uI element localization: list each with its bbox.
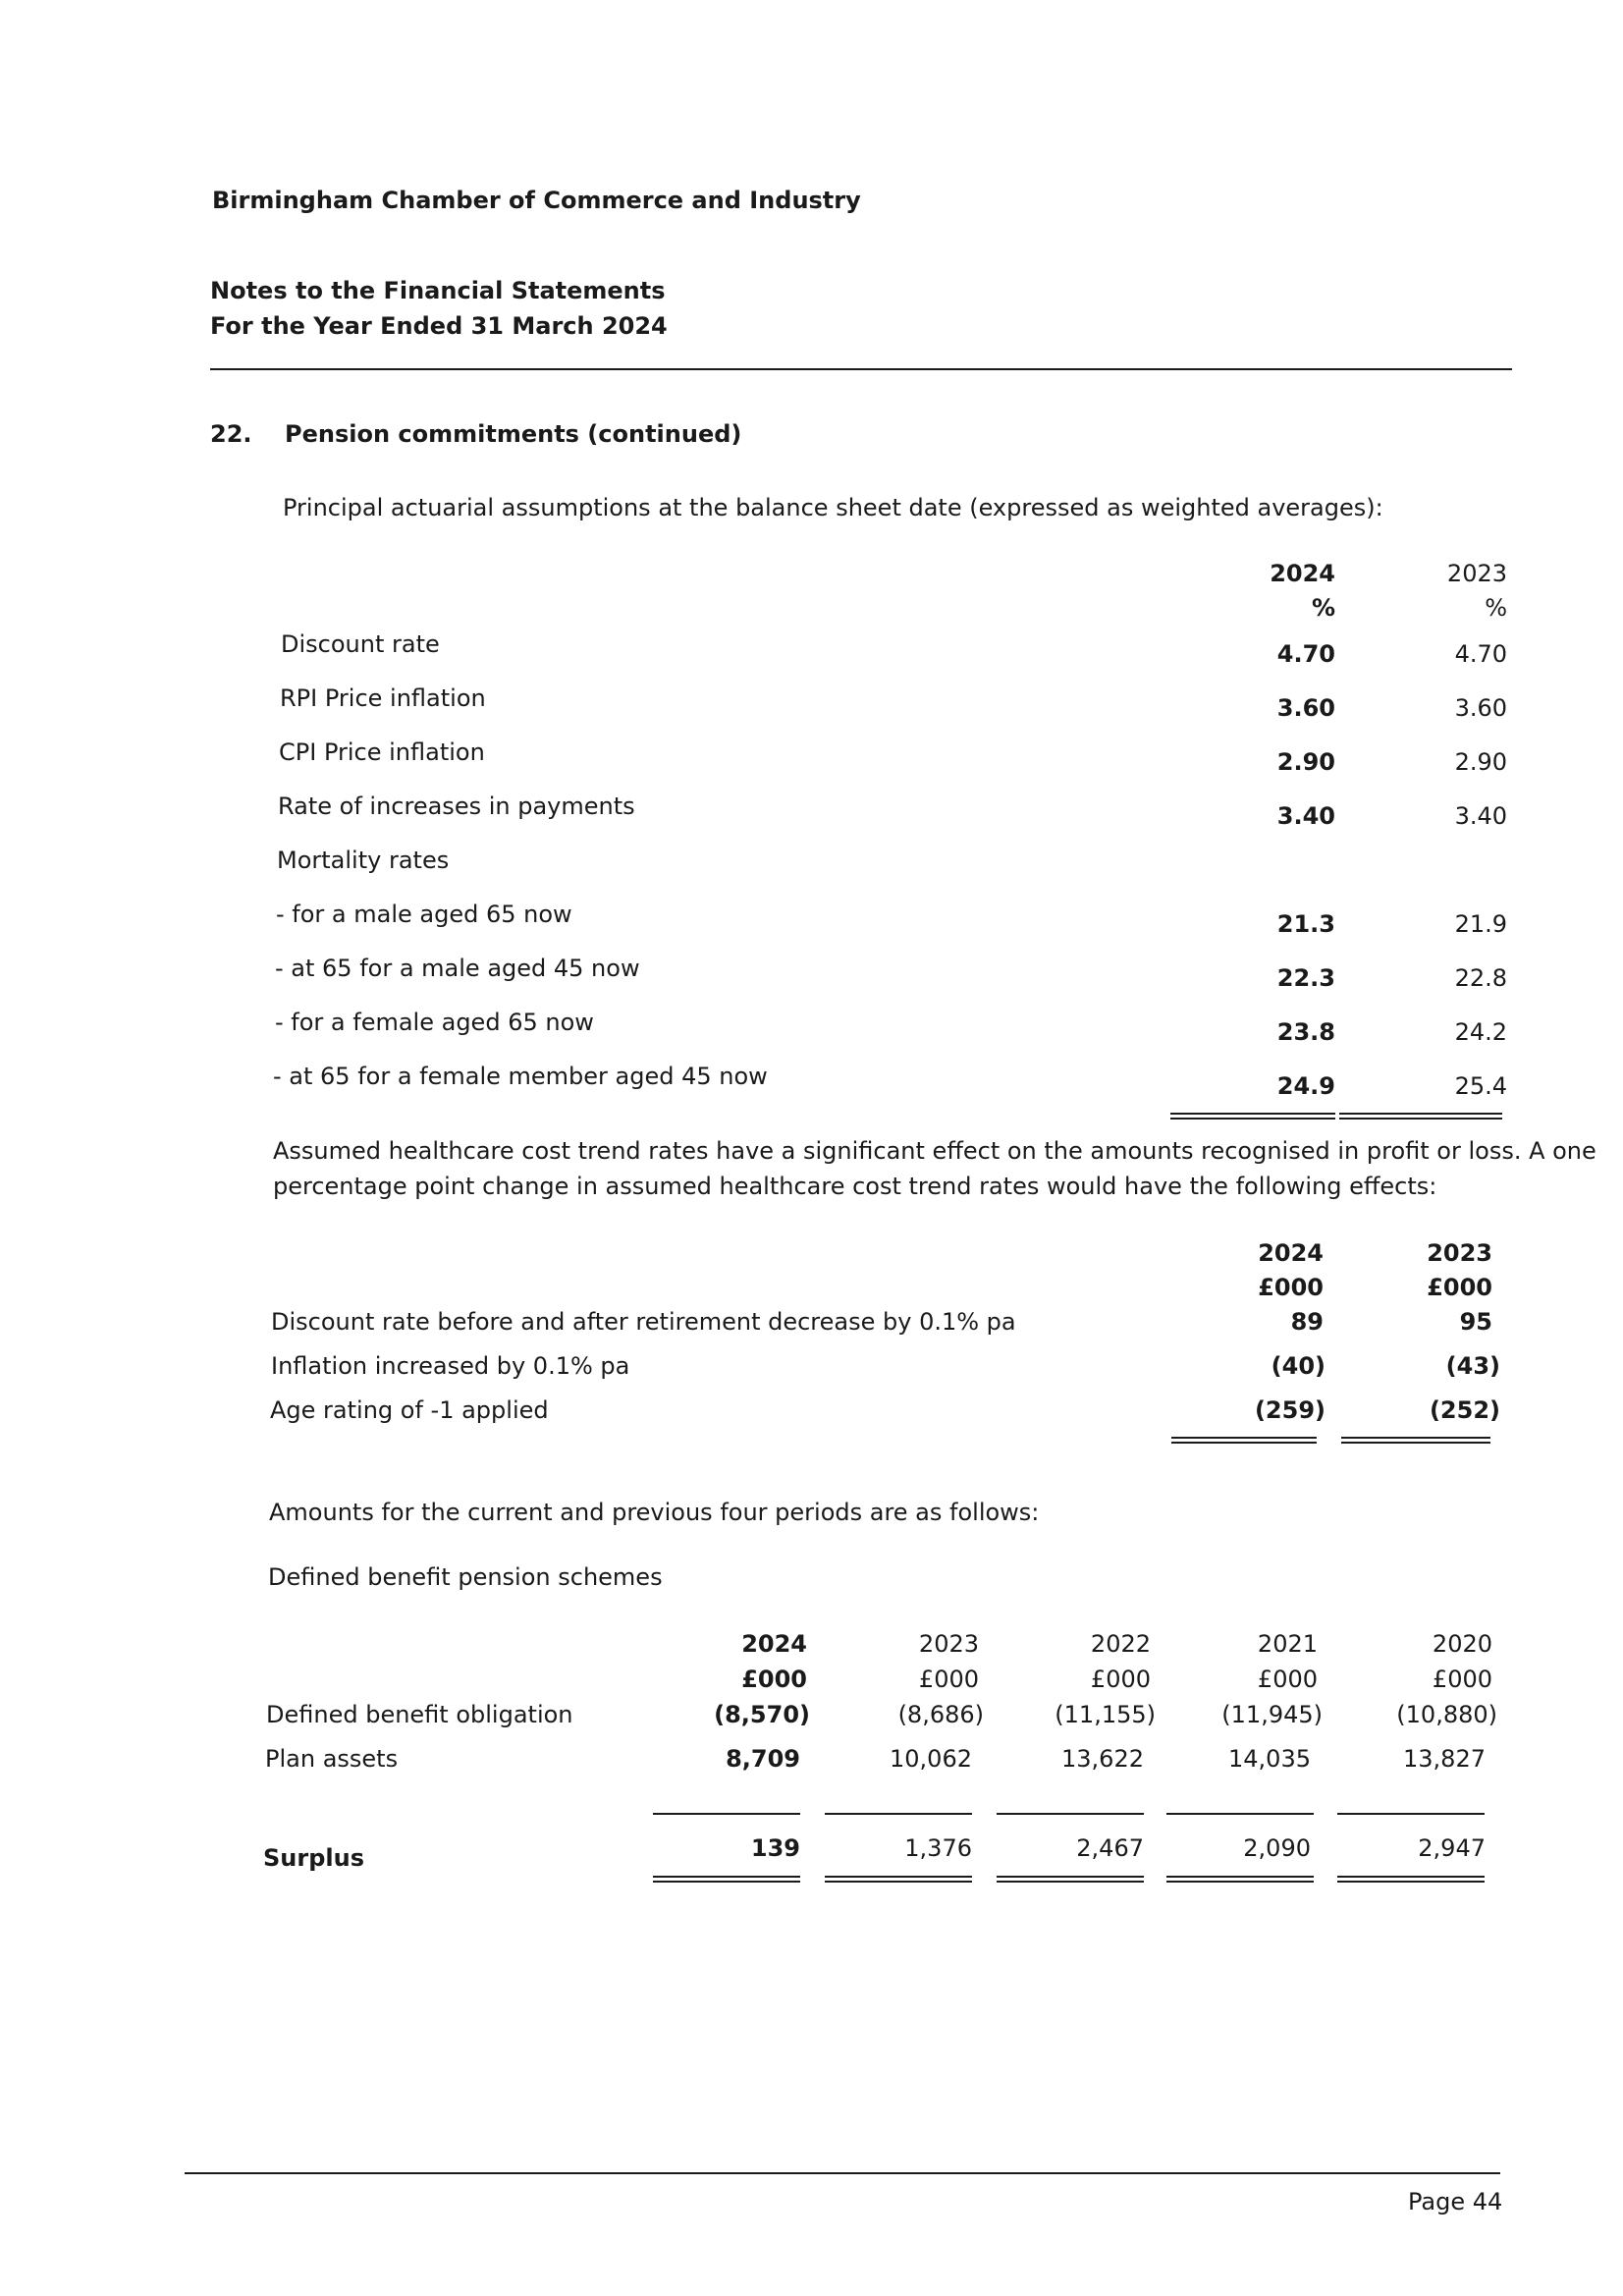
- history-unit: £000: [741, 1666, 807, 1693]
- table-cell: (8,570): [714, 1701, 810, 1728]
- double-underline: [1166, 1876, 1314, 1883]
- table-cell-2023: 4.70: [1454, 640, 1507, 668]
- subtotal-rule: [997, 1813, 1144, 1815]
- table-cell-2023: 25.4: [1454, 1072, 1507, 1100]
- history-intro: Amounts for the current and previous four periods are as follows:: [269, 1499, 1040, 1526]
- table-cell: 2,090: [1243, 1834, 1311, 1862]
- table-cell-2023: (252): [1429, 1396, 1500, 1424]
- table-row-label: Defined benefit obligation: [266, 1701, 573, 1728]
- table-row-label: RPI Price inflation: [280, 684, 486, 712]
- table-cell: (11,155): [1055, 1701, 1156, 1728]
- double-underline: [1171, 1437, 1317, 1444]
- double-underline: [1339, 1113, 1502, 1120]
- document-period: For the Year Ended 31 March 2024: [210, 312, 668, 340]
- table-row-label: - for a female aged 65 now: [275, 1009, 594, 1036]
- table-cell: (11,945): [1221, 1701, 1323, 1728]
- table-cell: 1,376: [904, 1834, 972, 1862]
- table-cell: 14,035: [1228, 1745, 1311, 1773]
- history-year-2021: 2021: [1257, 1630, 1318, 1658]
- subtotal-rule: [653, 1813, 800, 1815]
- table-cell-2023: 3.40: [1454, 802, 1507, 830]
- table-cell: 10,062: [890, 1745, 972, 1773]
- history-subtitle: Defined benefit pension schemes: [268, 1563, 663, 1591]
- table-cell: 139: [750, 1834, 800, 1862]
- sensitivity-col-2023: 2023: [1427, 1239, 1492, 1267]
- section-title: Pension commitments (continued): [285, 420, 742, 448]
- subtotal-rule: [825, 1813, 972, 1815]
- table-cell: 8,709: [726, 1745, 800, 1773]
- header-divider: [210, 368, 1512, 370]
- history-unit: £000: [1257, 1666, 1318, 1693]
- table-cell: (8,686): [897, 1701, 984, 1728]
- table-row-label: Age rating of -1 applied: [270, 1396, 549, 1424]
- document-title: Notes to the Financial Statements: [210, 277, 666, 304]
- history-year-2024: 2024: [741, 1630, 807, 1658]
- history-unit: £000: [918, 1666, 979, 1693]
- table-cell-2024: (259): [1254, 1396, 1325, 1424]
- sensitivity-paragraph-line1: Assumed healthcare cost trend rates have a significant effect on the amounts recognised in profit or loss. A one: [273, 1137, 1596, 1165]
- history-unit: £000: [1090, 1666, 1151, 1693]
- sensitivity-unit-2024: £000: [1258, 1274, 1324, 1301]
- table-row-label: - at 65 for a male aged 45 now: [275, 955, 640, 982]
- section-number: 22.: [210, 420, 252, 448]
- history-year-2023: 2023: [918, 1630, 979, 1658]
- table-cell: 2,467: [1076, 1834, 1144, 1862]
- table-cell-2023: 3.60: [1454, 694, 1507, 722]
- sensitivity-unit-2023: £000: [1427, 1274, 1492, 1301]
- table-cell-2024: 3.60: [1276, 694, 1335, 722]
- double-underline: [825, 1876, 972, 1883]
- history-year-2020: 2020: [1432, 1630, 1492, 1658]
- history-year-2022: 2022: [1090, 1630, 1151, 1658]
- double-underline: [1170, 1113, 1335, 1120]
- table-cell-2023: 21.9: [1454, 910, 1507, 938]
- table-cell-2024: 23.8: [1276, 1018, 1335, 1046]
- table-row-label: Discount rate before and after retirement decrease by 0.1% pa: [271, 1308, 1016, 1336]
- table-cell-2024: 21.3: [1276, 910, 1335, 938]
- history-unit: £000: [1432, 1666, 1492, 1693]
- table-row-label: Rate of increases in payments: [278, 793, 635, 820]
- assumptions-col-2023: 2023: [1446, 560, 1507, 587]
- table-cell: 2,947: [1418, 1834, 1486, 1862]
- table-row-label: Discount rate: [281, 630, 440, 658]
- table-row-label: - for a male aged 65 now: [276, 901, 572, 928]
- assumptions-intro: Principal actuarial assumptions at the balance sheet date (expressed as weighted averages):: [283, 494, 1383, 521]
- table-cell-2024: 3.40: [1276, 802, 1335, 830]
- double-underline: [997, 1876, 1144, 1883]
- double-underline: [653, 1876, 800, 1883]
- subtotal-rule: [1337, 1813, 1485, 1815]
- table-row-label: Inflation increased by 0.1% pa: [271, 1352, 630, 1380]
- table-cell-2024: 22.3: [1276, 964, 1335, 992]
- footer-divider: [185, 2172, 1500, 2174]
- sensitivity-col-2024: 2024: [1258, 1239, 1324, 1267]
- organisation-name: Birmingham Chamber of Commerce and Industry: [212, 187, 861, 214]
- table-cell-2024: (40): [1271, 1352, 1325, 1380]
- total-row-label: Surplus: [263, 1844, 364, 1872]
- double-underline: [1341, 1437, 1490, 1444]
- table-cell-2023: (43): [1445, 1352, 1500, 1380]
- table-cell-2024: 24.9: [1276, 1072, 1335, 1100]
- table-row-label: CPI Price inflation: [279, 738, 485, 766]
- table-cell: (10,880): [1396, 1701, 1497, 1728]
- table-row-label: Plan assets: [265, 1745, 399, 1773]
- assumptions-unit-2024: %: [1311, 594, 1335, 622]
- table-cell-2024: 4.70: [1276, 640, 1335, 668]
- page-number: Page 44: [1408, 2188, 1503, 2215]
- table-cell-2024: 2.90: [1276, 748, 1335, 776]
- table-cell: 13,622: [1061, 1745, 1144, 1773]
- double-underline: [1337, 1876, 1485, 1883]
- subtotal-rule: [1166, 1813, 1314, 1815]
- table-cell-2023: 22.8: [1454, 964, 1507, 992]
- table-cell-2023: 95: [1459, 1308, 1492, 1336]
- assumptions-unit-2023: %: [1485, 594, 1507, 622]
- table-row-label: Mortality rates: [277, 847, 450, 874]
- table-row-label: - at 65 for a female member aged 45 now: [273, 1063, 768, 1090]
- table-cell-2023: 2.90: [1454, 748, 1507, 776]
- sensitivity-paragraph-line2: percentage point change in assumed healthcare cost trend rates would have the following effects:: [273, 1173, 1437, 1200]
- table-cell: 13,827: [1403, 1745, 1486, 1773]
- table-cell-2024: 89: [1290, 1308, 1324, 1336]
- assumptions-col-2024: 2024: [1270, 560, 1335, 587]
- table-cell-2023: 24.2: [1454, 1018, 1507, 1046]
